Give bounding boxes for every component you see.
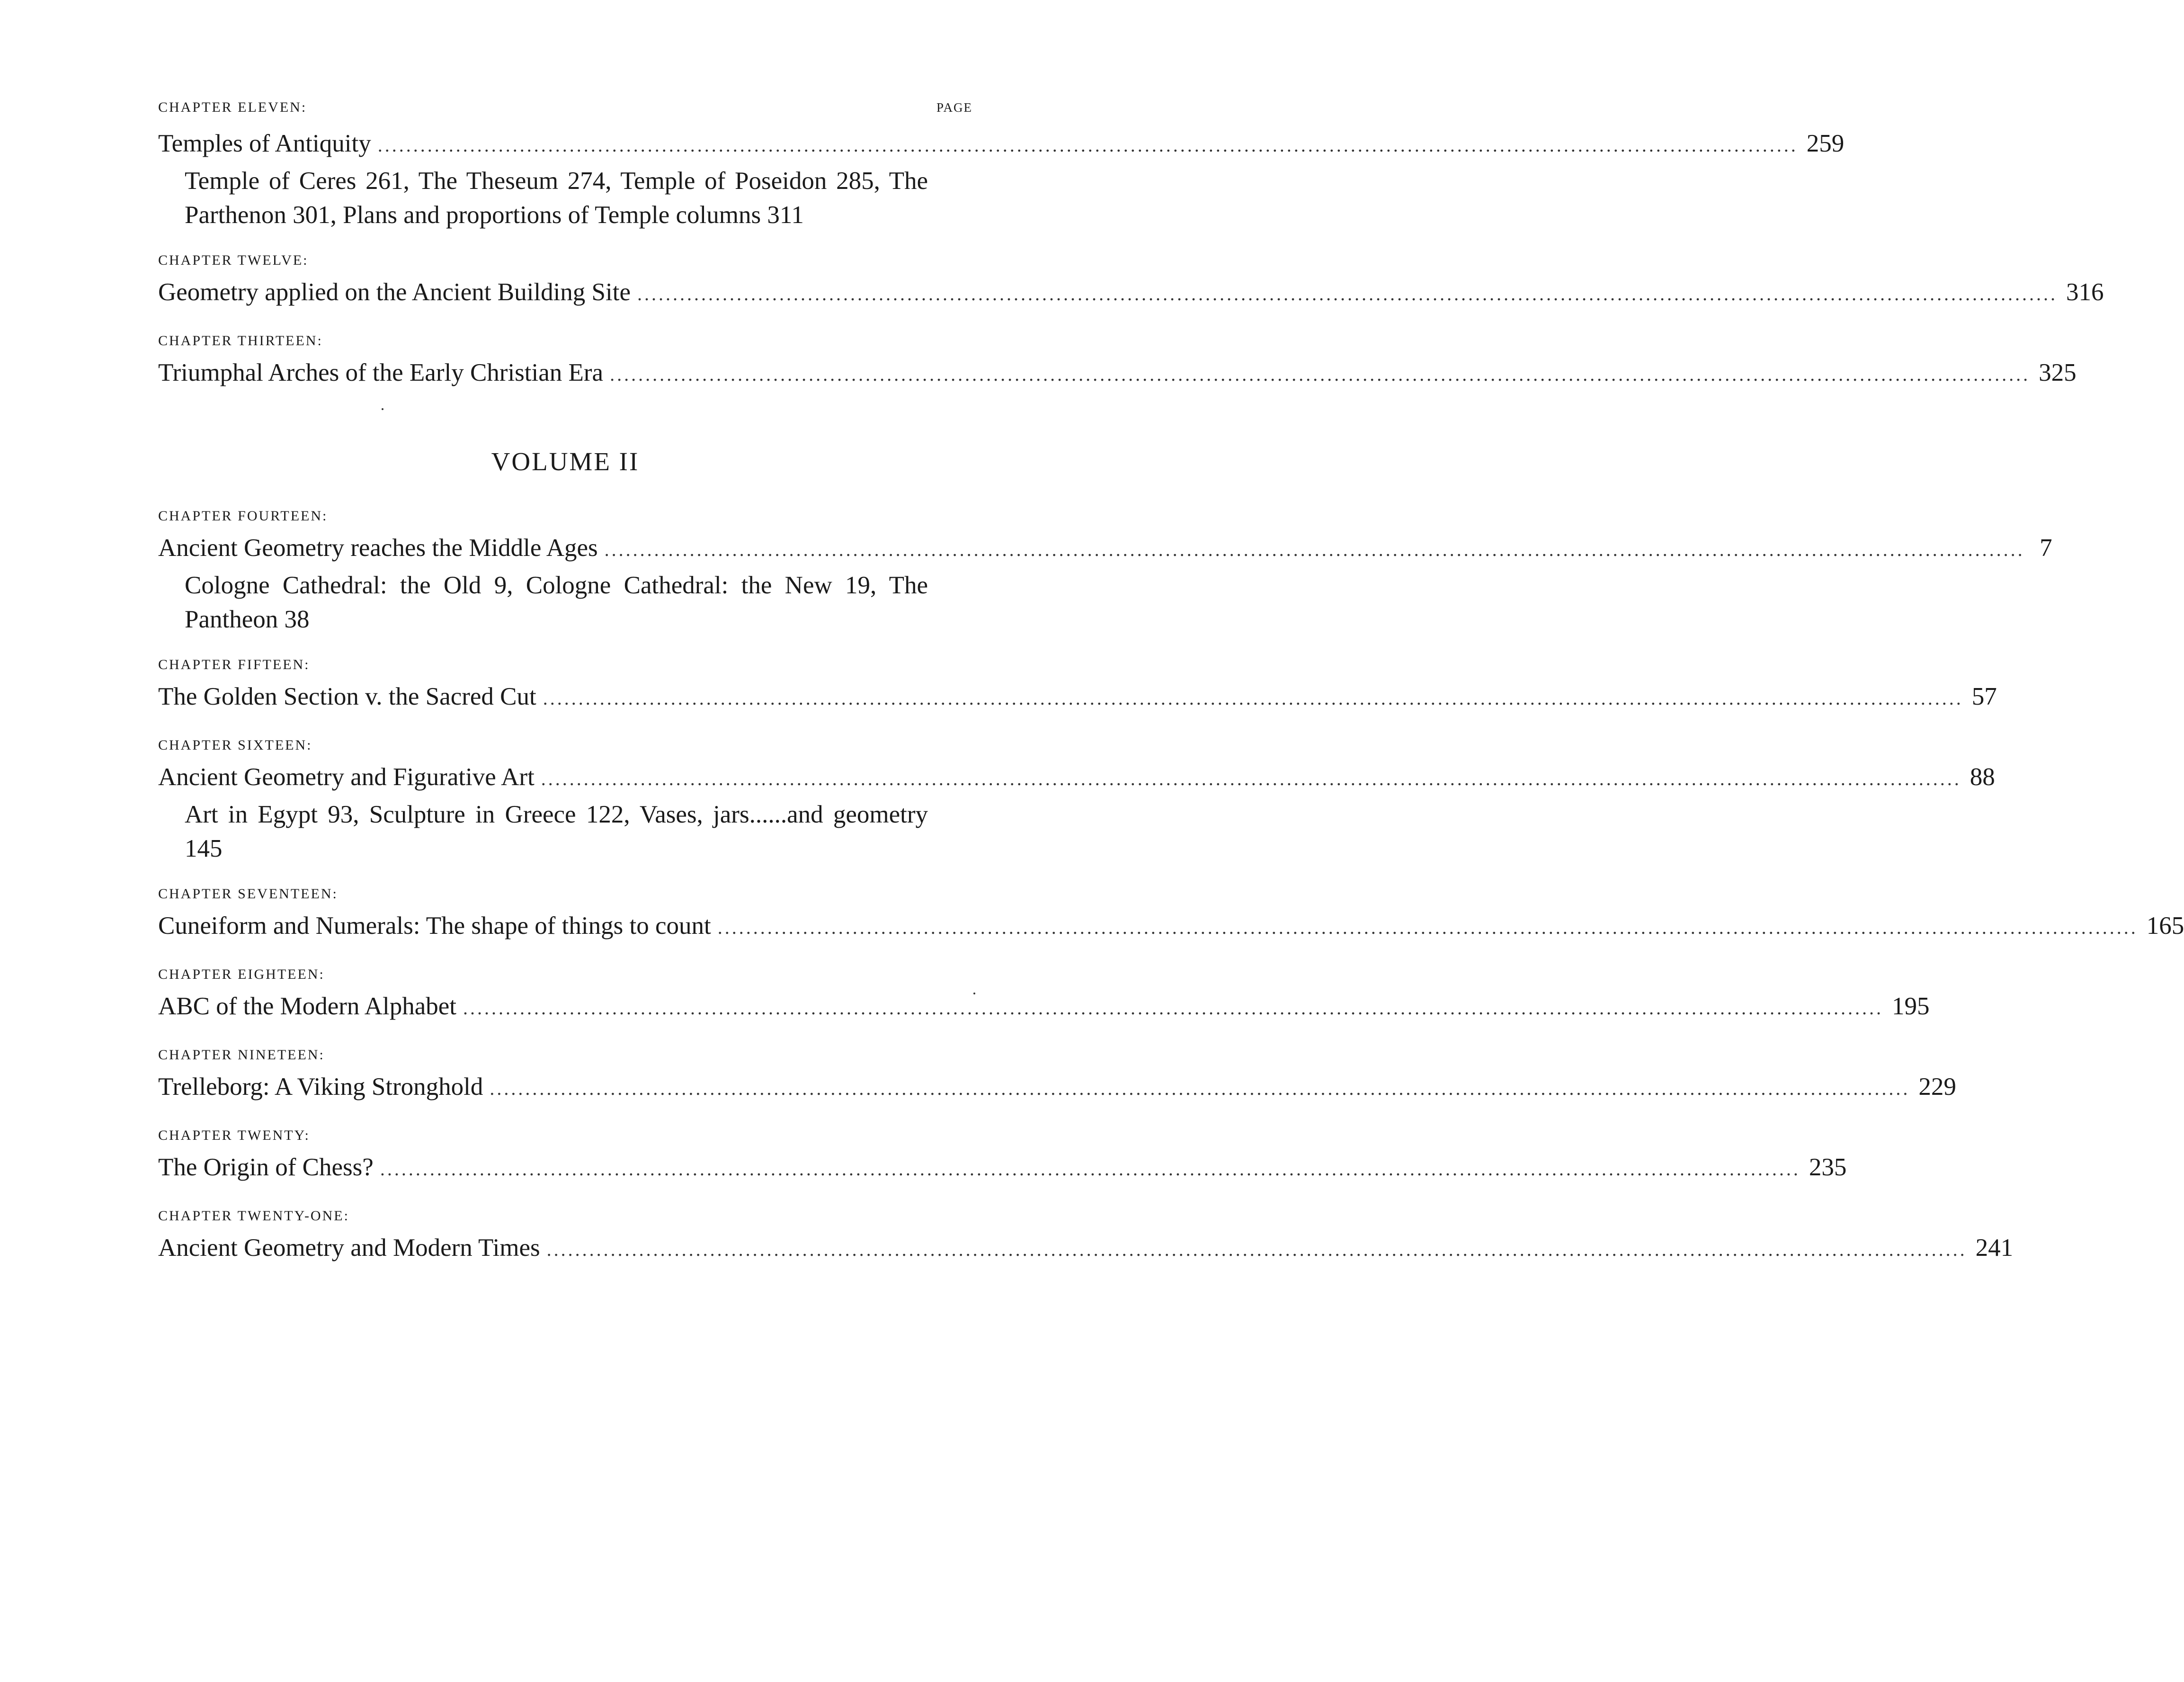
chapter-label-row [158, 232, 972, 272]
page-number: 7 [2040, 534, 2052, 562]
page-number: 325 [2039, 359, 2077, 386]
chapter-entry [158, 232, 2104, 313]
dot-leader: ........................................................................................................................................................................................................ [604, 539, 2025, 560]
chapter-list-volume-one [158, 123, 2104, 393]
dot-leader: ........................................................................................................................................................................................................ [463, 997, 1884, 1019]
chapter-label-row [158, 1107, 972, 1147]
chapter-title-row [158, 272, 2104, 313]
print-speck [382, 408, 383, 410]
chapter-label: CHAPTER EIGHTEEN: [158, 966, 325, 982]
volume-heading: VOLUME II [491, 447, 640, 476]
dot-leader: ........................................................................................................................................................................................................ [377, 134, 1798, 156]
chapter-label: CHAPTER SEVENTEEN: [158, 886, 338, 902]
page-number: 235 [1809, 1154, 1847, 1181]
chapter-entry [158, 123, 1845, 232]
chapter-title: Geometry applied on the Ancient Building Site [158, 278, 631, 306]
chapter-label: CHAPTER SIXTEEN: [158, 737, 312, 753]
chapter-title: Ancient Geometry and Figurative Art [158, 763, 535, 791]
chapter-title-row [158, 757, 1995, 797]
chapter-title-row [158, 528, 2052, 568]
chapter-list-volume-two [158, 488, 2184, 1268]
chapter-title: Triumphal Arches of the Early Christian Era [158, 359, 604, 386]
chapter-title-row [158, 905, 2184, 946]
chapter-entry [158, 488, 2052, 636]
chapter-title: Cuneiform and Numerals: The shape of things to count [158, 912, 711, 939]
chapter-title: The Origin of Chess? [158, 1154, 374, 1181]
chapter-title-row [158, 1066, 1956, 1107]
chapter-label: CHAPTER TWELVE: [158, 252, 309, 268]
page-number: 229 [1918, 1073, 1956, 1100]
chapter-entry [158, 866, 2184, 946]
chapter-label-row [158, 636, 972, 676]
chapter-entry [158, 717, 1995, 866]
dot-leader: ........................................................................................................................................................................................................ [541, 768, 1961, 789]
chapter-label: CHAPTER FOURTEEN: [158, 508, 328, 524]
chapter-title-row [158, 986, 1930, 1027]
chapter-title: Ancient Geometry reaches the Middle Ages [158, 534, 598, 562]
page-number: 259 [1806, 130, 1845, 157]
chapter-label: CHAPTER FIFTEEN: [158, 657, 310, 672]
dot-leader: ........................................................................................................................................................................................................ [610, 364, 2031, 385]
chapter-label: CHAPTER TWENTY-ONE: [158, 1208, 349, 1224]
dot-leader: ........................................................................................................................................................................................................ [637, 283, 2058, 304]
chapter-label: CHAPTER TWENTY: [158, 1127, 310, 1143]
chapter-entry [158, 1027, 1956, 1107]
chapter-label: CHAPTER NINETEEN: [158, 1047, 325, 1063]
chapter-entry [158, 636, 1997, 717]
page-number: 241 [1975, 1234, 2014, 1262]
chapter-label-row [158, 946, 972, 986]
dot-leader: ........................................................................................................................................................................................................ [546, 1239, 1967, 1260]
table-of-contents [158, 95, 2184, 1268]
section-subentries: Cologne Cathedral: the Old 9, Cologne Cathedral: the New 19, The Pantheon 38 [185, 572, 928, 633]
page-column-heading: PAGE [936, 100, 972, 115]
chapter-title: Ancient Geometry and Modern Times [158, 1234, 540, 1262]
chapter-label-row [158, 1027, 972, 1066]
page-number: 88 [1970, 763, 1995, 791]
chapter-entry [158, 313, 2077, 393]
chapter-label-row [158, 313, 972, 352]
chapter-title-row [158, 1147, 1847, 1188]
page-number: 165 [2146, 912, 2184, 939]
dot-leader: ........................................................................................................................................................................................................ [717, 917, 2138, 938]
chapter-title-row [158, 352, 2077, 393]
chapter-label-row [158, 717, 972, 757]
chapter-title-row [158, 1227, 2014, 1268]
chapter-label-row [158, 488, 972, 528]
toc-header-row [158, 95, 972, 123]
chapter-title-row [158, 676, 1997, 717]
chapter-label-row [158, 1188, 972, 1227]
chapter-title: Temples of Antiquity [158, 130, 371, 157]
dot-leader: ........................................................................................................................................................................................................ [543, 688, 1963, 709]
page-number: 57 [1971, 683, 1997, 710]
page-number: 195 [1892, 993, 1930, 1020]
chapter-entry [158, 1188, 2014, 1268]
dot-leader: ........................................................................................................................................................................................................ [380, 1158, 1801, 1180]
section-subentries: Art in Egypt 93, Sculpture in Greece 122, Vases, jars......and geometry 145 [185, 801, 928, 862]
dot-leader: ........................................................................................................................................................................................................ [490, 1078, 1910, 1099]
chapter-title: ABC of the Modern Alphabet [158, 993, 457, 1020]
chapter-title: The Golden Section v. the Sacred Cut [158, 683, 536, 710]
chapter-entry [158, 1107, 1847, 1188]
chapter-label-row [158, 866, 972, 905]
chapter-title-row [158, 123, 1845, 164]
print-speck [973, 993, 975, 994]
page-number: 316 [2066, 278, 2104, 306]
chapter-entry [158, 946, 1930, 1027]
chapter-title: Trelleborg: A Viking Stronghold [158, 1073, 483, 1100]
chapter-label: CHAPTER THIRTEEN: [158, 333, 323, 349]
section-subentries: Temple of Ceres 261, The Theseum 274, Temple of Poseidon 285, The Parthenon 301, Plans and proportions of Temple columns 311 [185, 167, 928, 229]
chapter-label: CHAPTER ELEVEN: [158, 99, 307, 115]
